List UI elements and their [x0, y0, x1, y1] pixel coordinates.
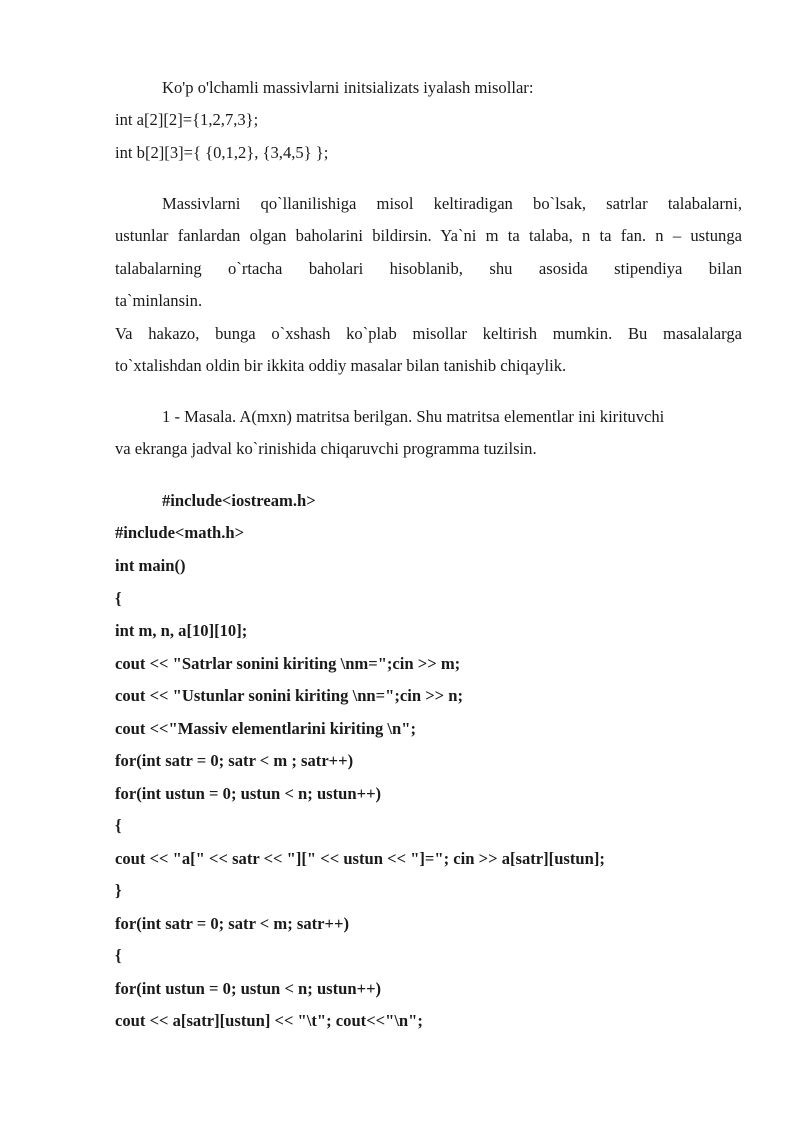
code-line: int m, n, a[10][10]; — [115, 621, 248, 640]
code-line: { — [115, 816, 122, 835]
paragraph1-line1: Massivlarni qo`llanilishiga misol keltiradigan bo`lsak, satrlar talabalarni, — [162, 194, 742, 213]
code-line: { — [115, 589, 122, 608]
code-line: cout << "Satrlar sonini kiriting \nm=";cin >> m; — [115, 654, 461, 673]
paragraph1-line5: Va hakazo, bunga o`xshash ko`plab misollar keltirish mumkin. Bu masalalarga — [115, 324, 742, 343]
code-line: for(int ustun = 0; ustun < n; ustun++) — [115, 979, 382, 998]
code-line: for(int satr = 0; satr < m; satr++) — [115, 914, 349, 933]
code-line: for(int satr = 0; satr < m ; satr++) — [115, 751, 354, 770]
code-line: cout << a[satr][ustun] << "\t"; cout<<"\n"; — [115, 1011, 423, 1030]
task1-line1: 1 - Masala. A(mxn) matritsa berilgan. Shu matritsa elementlar ini kirituvchi — [162, 407, 665, 426]
paragraph1-line2: ustunlar fanlardan olgan baholarini bildirsin. Ya`ni m ta talaba, n ta fan. n – ustunga — [115, 226, 742, 245]
code-line: #include<math.h> — [115, 523, 245, 542]
code-line: { — [115, 946, 122, 965]
paragraph1-line3: talabalarning o`rtacha baholari hisoblanib, shu asosida stipendiya bilan — [115, 259, 742, 278]
intro-example-2: int b[2][3]={ {0,1,2}, {3,4,5} }; — [115, 143, 329, 162]
code-line: #include<iostream.h> — [162, 491, 316, 510]
code-line: for(int ustun = 0; ustun < n; ustun++) — [115, 784, 382, 803]
paragraph1-line6: to`xtalishdan oldin bir ikkita oddiy masalar bilan tanishib chiqaylik. — [115, 356, 567, 375]
code-line: int main() — [115, 556, 186, 575]
code-line: } — [115, 881, 122, 900]
code-line: cout << "Ustunlar sonini kiriting \nn=";cin >> n; — [115, 686, 464, 705]
task1-line2: va ekranga jadval ko`rinishida chiqaruvchi programma tuzilsin. — [115, 439, 537, 458]
intro-heading: Ko'p o'lchamli massivlarni initsializats iyalash misollar: — [162, 78, 534, 97]
intro-example-1: int a[2][2]={1,2,7,3}; — [115, 110, 259, 129]
paragraph1-line4: ta`minlansin. — [115, 291, 203, 310]
code-line: cout <<"Massiv elementlarini kiriting \n"; — [115, 719, 416, 738]
code-line: cout << "a[" << satr << "][" << ustun << "]="; cin >> a[satr][ustun]; — [115, 849, 605, 868]
